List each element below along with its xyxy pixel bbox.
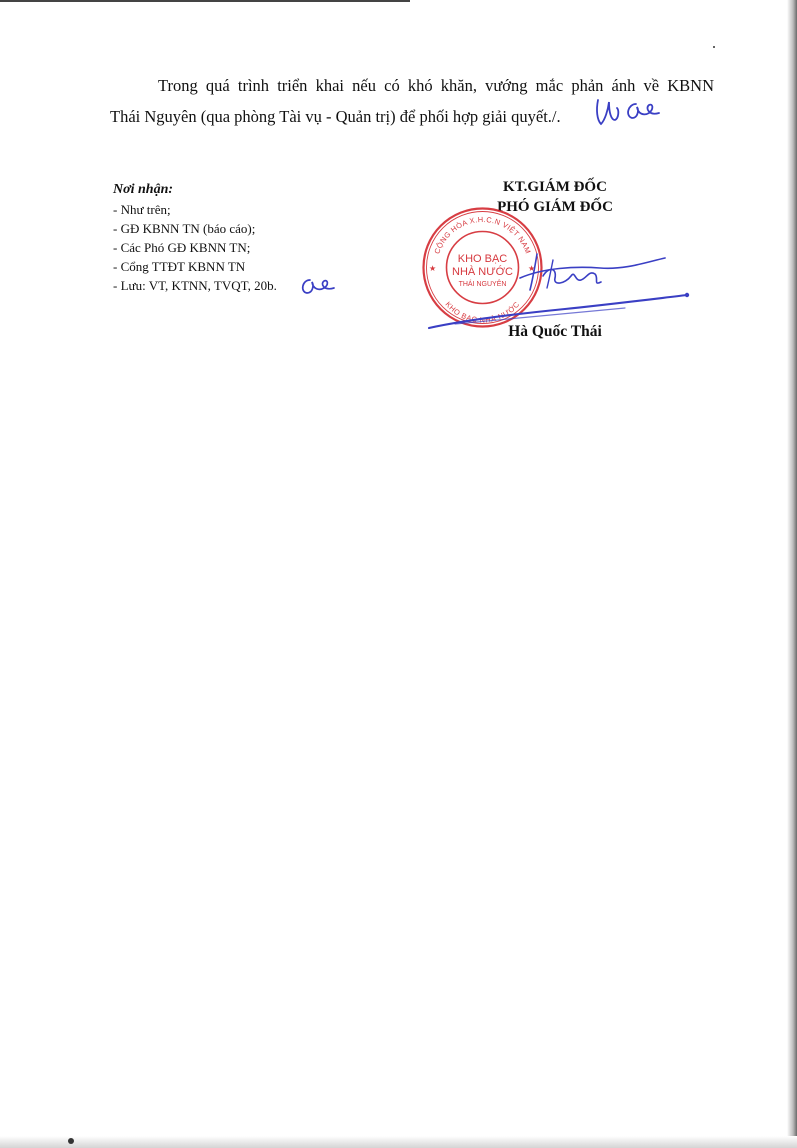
seal-center-line-1: KHO BẠC (457, 253, 508, 265)
recipient-item: - GĐ KBNN TN (báo cáo); (113, 221, 256, 236)
scan-edge-right (787, 0, 797, 1148)
paragraph-line-2: Thái Nguyên (qua phòng Tài vụ - Quản trị) để phối hợp giải quyết./. (110, 107, 561, 126)
recipients-list (113, 180, 277, 295)
signature-title: KT.GIÁM ĐỐC (503, 179, 607, 195)
scan-speck (68, 1138, 74, 1144)
signature-subtitle: PHÓ GIÁM ĐỐC (497, 199, 613, 215)
recipient-item: - Lưu: VT, KTNN, TVQT, 20b. (113, 278, 277, 293)
paragraph-line-1: Trong quá trình triển khai nếu có khó khăn, vướng mắc phản ánh về KBNN (158, 76, 714, 95)
handwritten-initial-mark (592, 96, 664, 130)
seal-ring-text-bottom: KHO BẠC NHÀ NƯỚC (443, 299, 522, 325)
scan-edge-top (0, 0, 410, 2)
seal-center-line-2: NHÀ NƯỚC (452, 266, 513, 278)
signer-name: Hà Quốc Thái (508, 323, 602, 340)
handwritten-initial-mark (298, 276, 336, 298)
handwritten-signature (425, 248, 695, 333)
recipient-item: - Cổng TTĐT KBNN TN (113, 259, 246, 274)
seal-star-icon: ★ (429, 264, 437, 273)
recipients-heading: Nơi nhận: (113, 182, 174, 197)
scan-speck (713, 46, 715, 48)
seal-ring-text-top: CỘNG HÒA X.H.C.N VIỆT NAM (432, 214, 533, 256)
recipient-item: - Như trên; (113, 202, 171, 217)
seal-star-icon: ★ (528, 264, 536, 273)
scan-edge-bottom (0, 1136, 797, 1148)
seal-center-line-3: THÁI NGUYÊN (458, 281, 507, 288)
recipient-item: - Các Phó GĐ KBNN TN; (113, 240, 251, 255)
